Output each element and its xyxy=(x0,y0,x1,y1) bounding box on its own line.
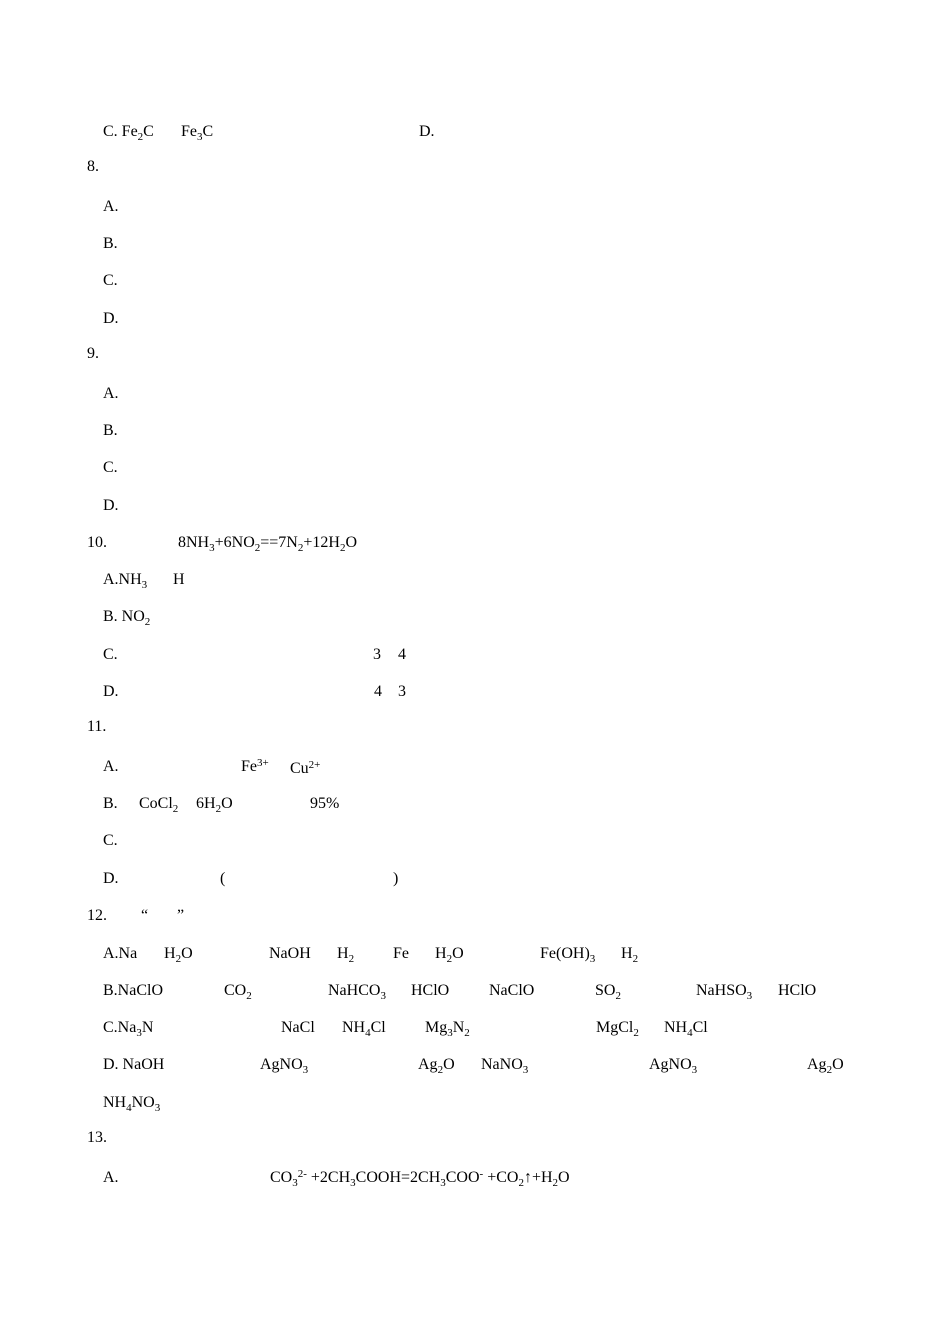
q8-option-a: A. xyxy=(103,198,119,215)
q10-number: 10. xyxy=(87,534,107,551)
q12-d-ag2o-1: $Ag_2O$ xyxy=(418,1056,455,1076)
q11-number: 11. xyxy=(87,718,107,735)
q12-c-nh4cl-2: $NH_4Cl$ xyxy=(664,1019,708,1039)
q8-option-d: D. xyxy=(103,310,119,327)
q12-a-feoh3: $Fe(OH)_3$ xyxy=(540,945,596,965)
q10-equation: $8NH_3+6NO_2==7N_2+12H_2O$ xyxy=(178,534,357,554)
q12-c-mg3n2: $Mg_3N_2$ xyxy=(425,1019,470,1039)
q12-quote-open: “ xyxy=(141,907,149,924)
q12-b-nahco3: NaHCO$_3$ xyxy=(328,982,386,1002)
q9-option-a: A. xyxy=(103,385,119,402)
q11-option-b-cocl2: CoCl$_2$ xyxy=(139,795,179,815)
q8-option-b: B. xyxy=(103,235,118,252)
q12-a-h2-1: $H_2$ xyxy=(337,945,355,965)
q12-a-h2-2: $H_2$ xyxy=(621,945,639,965)
q13-equation: $CO_3^{2-}$ $+2CH_3COOH=2CH_3COO^-$ $+CO_2↑+H_2O$ xyxy=(270,1168,570,1189)
q10-option-d: D. xyxy=(103,683,119,700)
q9-option-d: D. xyxy=(103,497,119,514)
q10-option-c: C. xyxy=(103,646,118,663)
q13-number: 13. xyxy=(87,1129,107,1146)
q9-option-b: B. xyxy=(103,422,118,439)
q7-option-d: D. xyxy=(419,123,435,140)
q12-option-a: A.Na xyxy=(103,945,138,962)
q12-quote-close: ” xyxy=(177,907,185,924)
q12-d-ag2o-2: $Ag_2O$ xyxy=(807,1056,844,1076)
q9-option-c: C. xyxy=(103,459,118,476)
q12-d-agno3-1: AgNO$_3$ xyxy=(260,1056,309,1076)
q10-option-c-n1: 3 xyxy=(373,646,381,663)
q10-option-c-n2: 4 xyxy=(398,646,406,663)
q12-option-b: B.NaClO xyxy=(103,982,163,999)
q11-option-a-fe: $Fe^{3+}$ xyxy=(241,757,269,775)
q12-d-agno3-2: AgNO$_3$ xyxy=(649,1056,698,1076)
q11-option-b-h2o: $6H_2O$ xyxy=(196,795,233,815)
q13-option-a: A. xyxy=(103,1169,119,1186)
q12-d-nano3: NaNO$_3$ xyxy=(481,1056,529,1076)
q10-option-a: $A.NH_3$ xyxy=(103,571,148,591)
q12-b-co2: $CO_2$ xyxy=(224,982,252,1002)
q9-number: 9. xyxy=(87,345,99,362)
q12-option-d: D. NaOH xyxy=(103,1056,165,1073)
q12-b-naclo: NaClO xyxy=(489,982,535,999)
q12-a-fe: Fe xyxy=(393,945,409,962)
q12-a-naoh: NaOH xyxy=(269,945,311,962)
q12-b-nahso3: NaHSO$_3$ xyxy=(696,982,753,1002)
q11-option-a-cu: $Cu^{2+}$ xyxy=(290,759,321,777)
q11-option-b-percent: 95% xyxy=(310,795,340,812)
q12-b-so2: $SO_2$ xyxy=(595,982,621,1002)
q11-option-d-close-paren: ) xyxy=(393,870,399,887)
q11-option-b: B. xyxy=(103,795,118,812)
q8-number: 8. xyxy=(87,158,99,175)
q10-option-a-h: H xyxy=(173,571,185,588)
q8-option-c: C. xyxy=(103,272,118,289)
q12-b-hclo-2: HClO xyxy=(778,982,817,999)
q12-c-nh4cl-1: $NH_4Cl$ xyxy=(342,1019,386,1039)
q12-d-nh4no3: $NH_4NO_3$ xyxy=(103,1094,161,1114)
q12-option-c: $C.Na_3N$ xyxy=(103,1019,154,1039)
q12-number: 12. xyxy=(87,907,107,924)
q11-option-c: C. xyxy=(103,832,118,849)
q11-option-d-open-paren: ( xyxy=(220,870,226,887)
q11-option-d: D. xyxy=(103,870,119,887)
q12-a-h2o-1: $H_2O$ xyxy=(164,945,193,965)
q7-option-c-formula-2: $Fe_3C$ xyxy=(181,123,214,143)
q10-option-d-n1: 4 xyxy=(374,683,382,700)
q12-a-h2o-2: $H_2O$ xyxy=(435,945,464,965)
q11-option-a: A. xyxy=(103,758,119,775)
q10-option-b: B. $NO_2$ xyxy=(103,608,151,628)
q12-c-nacl: NaCl xyxy=(281,1019,315,1036)
q7-option-c: C. $Fe_2C$ xyxy=(103,123,154,143)
q10-option-d-n2: 3 xyxy=(398,683,406,700)
q12-c-mgcl2: MgCl$_2$ xyxy=(596,1019,639,1039)
q12-b-hclo-1: HClO xyxy=(411,982,450,999)
